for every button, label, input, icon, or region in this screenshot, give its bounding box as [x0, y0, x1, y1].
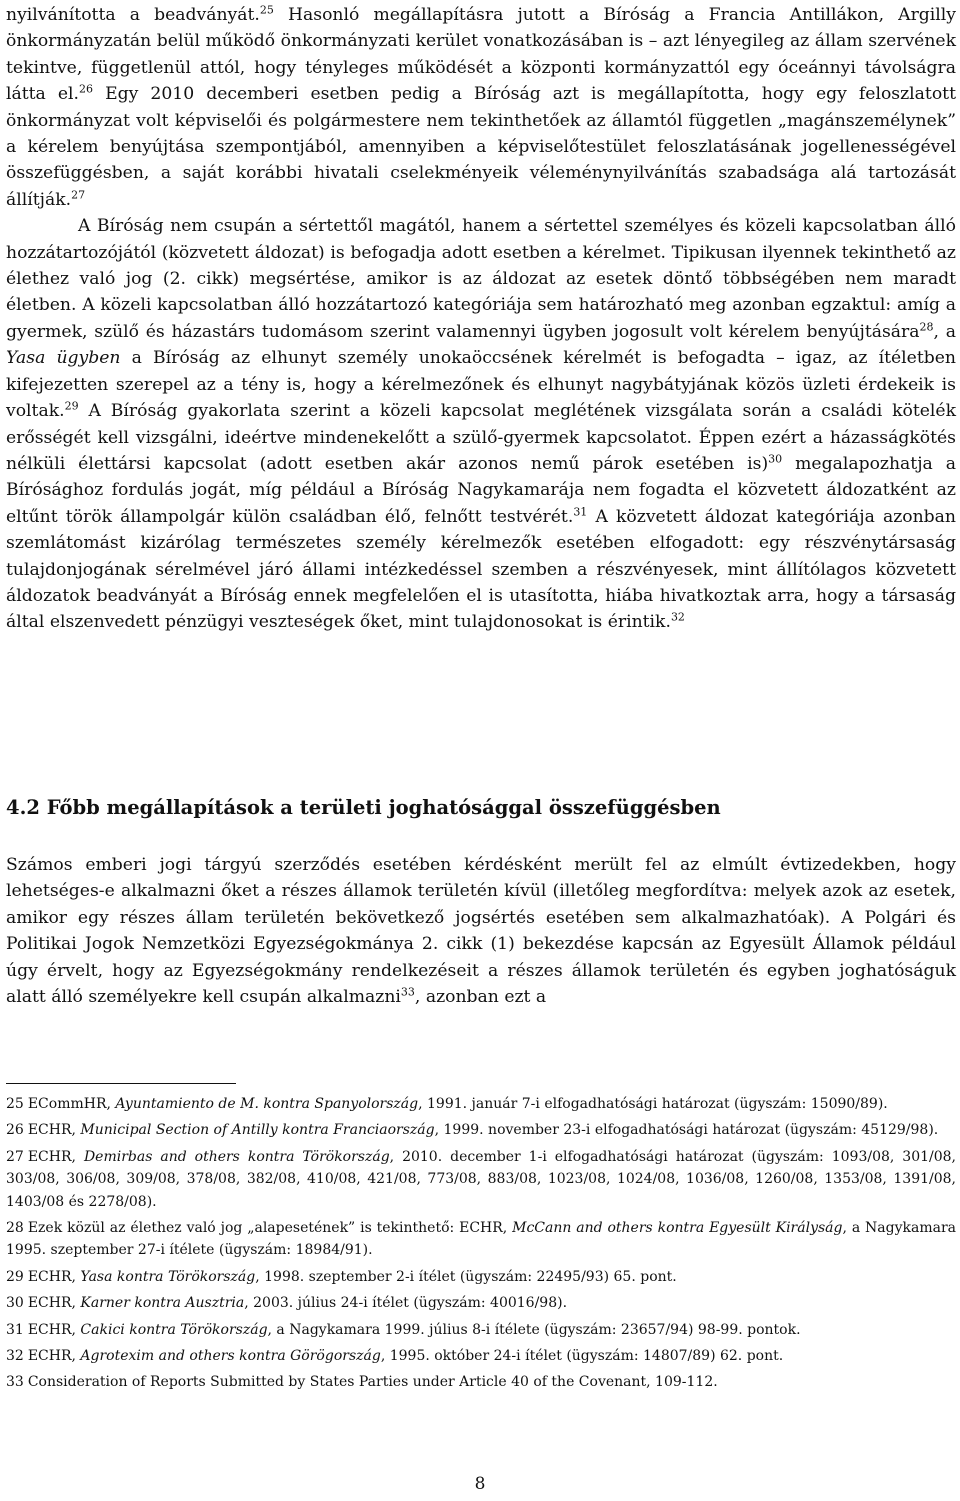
case-name-italic: Yasa ügyben: [6, 348, 121, 369]
footnote-ref-27[interactable]: 27: [71, 188, 86, 202]
footnote-text: ECHR,: [27, 1321, 81, 1338]
footnote-item: [6, 1217, 956, 1262]
footnotes: [6, 1093, 956, 1398]
footnote-ref-32[interactable]: 32: [670, 610, 685, 624]
footnote-case-name: Yasa kontra Törökország: [80, 1268, 256, 1285]
footnote-case-name: Cakici kontra Törökország: [80, 1321, 268, 1338]
footnote-text: ECHR,: [27, 1122, 81, 1139]
footnote-ref-29[interactable]: 29: [64, 399, 79, 413]
footnote-item: [6, 1266, 956, 1288]
text-span: , azonban ezt a: [414, 987, 547, 1008]
footnote-number: 31: [6, 1321, 24, 1338]
footnote-number: 33: [6, 1374, 24, 1391]
footnote-number: 30: [6, 1295, 24, 1312]
text-span: a Bíróság az elhunyt személy unokaöccsének kérelmét is befogadta – igaz, az ítéletben kifejezetten szerepel az a tény is, hogy a kérelmezőnek és elhunyt nagybátyjának közös üzleti érdekeik is voltak.: [6, 348, 956, 422]
page-number: 8: [474, 1474, 486, 1494]
footnote-text: , 1995. október 24-i ítélet (ügyszám: 14807/89) 62. pont.: [380, 1348, 784, 1365]
section-heading: 4.2 Főbb megállapítások a területi joghatósággal összefüggésben: [6, 796, 721, 819]
footnote-text: , a Nagykamara 1999. július 8-i ítélete (ügyszám: 23657/94) 98-99. pontok.: [267, 1321, 801, 1338]
footnote-text: , 1998. szeptember 2-i ítélet (ügyszám: 22495/93) 65. pont.: [255, 1268, 677, 1285]
footnote-number: 28: [6, 1220, 24, 1237]
footnote-text: Consideration of Reports Submitted by States Parties under Article 40 of the Covenant, 109-112.: [27, 1374, 718, 1391]
footnote-number: 29: [6, 1268, 24, 1285]
text-span: A Bíróság nem csupán a sértettől magától, hanem a sértettel személyes és közeli kapcsolatban álló hozzátartozójától (közvetett áldozat) is befogadja adott esetben a kérelmet. Tipikusan ilyennek tekinthető az élethez való jog (2. cikk) megsértése, amikor is az áldozat az esetek döntő többségében nem maradt életben. A közeli kapcsolatban álló hozzátartozó kategóriája sem határozható meg azonban egzaktul: amíg a gyermek, szülő és házastárs tudomásom szerint valamennyi ügyben jogosult volt kérelem benyújtására: [6, 216, 956, 342]
footnote-text: Ezek közül az élethez való jog „alapesetének” is tekinthető: ECHR,: [27, 1220, 513, 1237]
footnote-text: , 1999. november 23-i elfogadhatósági határozat (ügyszám: 45129/98).: [434, 1122, 939, 1139]
footnote-case-name: McCann and others kontra Egyesült Királyság: [512, 1220, 843, 1237]
footnote-number: 25: [6, 1096, 24, 1112]
footnote-item: [6, 1146, 956, 1213]
footnote-text: , a Nagykamara 1995. szeptember 27-i ítélete (ügyszám: 18984/91).: [6, 1220, 956, 1259]
text-span: Egy 2010 decemberi esetben pedig a Bíróság azt is megállapította, hogy egy feloszlatott önkormányzat volt képviselői és polgármestere nem tekinthetőek az államtól független „magánszemélynek” a kérelem benyújtása szempontjából, amennyiben a képviselőtestület feloszlatásának jogellenességével összefüggésben, a saját korábbi hivatali cselekményeik véleménynyilvánítás szabadsága alá tartozását állítják.: [6, 84, 956, 210]
footnote-case-name: Municipal Section of Antilly kontra Franciaország: [80, 1122, 435, 1139]
paragraph-2: [6, 213, 956, 636]
footnote-text: ECommHR,: [27, 1096, 116, 1112]
text-span: Számos emberi jogi tárgyú szerződés esetében kérdésként merült fel az elmúlt évtizedekben, hogy lehetséges-e alkalmazni őket a részes államok területén kívül (illetőleg megfordítva: melyek azok az esetek, amikor egy részes állam területén bekövetkező jogsértés esetében sem alkalmazhatóak). A Polgári és Politikai Jogok Nemzetközi Egyezségokmánya 2. cikk (1) bekezdése kapcsán az Egyesült Államok például úgy érvelt, hogy az Egyezségokmány rendelkezéseit a részes államok területén és egyben joghatóságuk alatt álló személyekre kell csupán alkalmazni: [6, 855, 956, 1008]
footnote-case-name: Ayuntamiento de M. kontra Spanyolország: [115, 1096, 419, 1112]
footnote-item: [6, 1119, 956, 1141]
footnote-text: , 2003. július 24-i ítélet (ügyszám: 40016/98).: [244, 1295, 568, 1312]
footnote-text: , 1991. január 7-i elfogadhatósági határozat (ügyszám: 15090/89).: [418, 1096, 888, 1112]
footnote-case-name: Demirbas and others kontra Törökország: [83, 1148, 390, 1165]
footnote-ref-25[interactable]: 25: [259, 3, 274, 17]
footnote-text: ECHR,: [27, 1348, 81, 1365]
footnote-text: ECHR,: [27, 1268, 81, 1285]
text-span: A Bíróság gyakorlata szerint a közeli kapcsolat meglétének vizsgálata során a családi kötelék erősségét kell vizsgálni, ideértve mindenekelőtt a szülő-gyermek kapcsolatot. Éppen ezért a házasságkötés nélküli élettársi kapcsolat (adott esetben akár azonos nemű párok esetében is): [6, 401, 956, 474]
footnote-text: , 2010. december 1-i elfogadhatósági határozat (ügyszám: 1093/08, 301/08, 303/08, 306/08, 309/08, 378/08, 382/08, 410/08, 421/08, 773/08, 883/08, 1023/08, 1024/08, 1036/08, 1260/08, 1353/08, 1391/08, 1403/08 és 2278/08).: [6, 1148, 957, 1210]
footnote-ref-31[interactable]: 31: [573, 504, 588, 518]
footnote-item: [6, 1093, 956, 1115]
footnote-text: ECHR,: [27, 1148, 84, 1165]
paragraph-3: [6, 852, 956, 1010]
footnote-number: 27: [6, 1148, 24, 1165]
footnote-ref-33[interactable]: 33: [400, 985, 415, 999]
main-text-top: [6, 2, 956, 636]
footnote-case-name: Karner kontra Ausztria: [80, 1295, 245, 1312]
text-span: nyilvánította a beadványát.: [6, 5, 260, 25]
footnote-item: [6, 1319, 956, 1341]
footnote-item: [6, 1292, 956, 1314]
text-span: A közvetett áldozat kategóriája azonban szemlátomást kizárólag természetes személy kérelmezők esetében elfogadott: egy részvénytársaság tulajdonjogának sérelmével járó állami intézkedéssel szemben a részvényesek, mint állítólagos közvetett áldozatok beadványát a Bíróság ennek megfelelően el is utasította, hiába hivatkoztak arra, hogy a társaság által elszenvedett pénzügyi veszteségek őket, mint tulajdonosokat is érintik.: [6, 506, 957, 633]
footnote-number: 26: [6, 1122, 24, 1139]
footnote-ref-30[interactable]: 30: [768, 452, 783, 466]
main-text-bottom: [6, 852, 956, 1010]
footnote-ref-28[interactable]: 28: [919, 320, 934, 334]
text-span: Hasonló megállapításra jutott a Bíróság a Francia Antillákon, Argilly önkormányzatán belül működő önkormányzati kerület vonatkozásában is – azt lényegileg az állam szervének tekintve, függetlenül attól, hogy tényleges működését a központi kormányzattól egy óceánnyi távolságra látta el.: [6, 5, 956, 105]
text-span: , a: [933, 321, 956, 342]
footnote-item: [6, 1371, 956, 1393]
text-span: megalapozhatja a Bírósághoz fordulás jogát, míg például a Bíróság Nagykamarája nem fogadta el közvetett áldozatként az eltűnt török állampolgár külön családban élő, felnőtt testvérét.: [6, 453, 956, 527]
footnote-case-name: Agrotexim and others kontra Görögország: [80, 1348, 381, 1365]
paragraph-1: [6, 2, 956, 213]
footnote-number: 32: [6, 1348, 24, 1365]
footnote-text: ECHR,: [27, 1295, 81, 1312]
footnote-separator: [6, 1083, 236, 1084]
footnote-item: [6, 1345, 956, 1367]
footnote-ref-26[interactable]: 26: [79, 82, 94, 96]
